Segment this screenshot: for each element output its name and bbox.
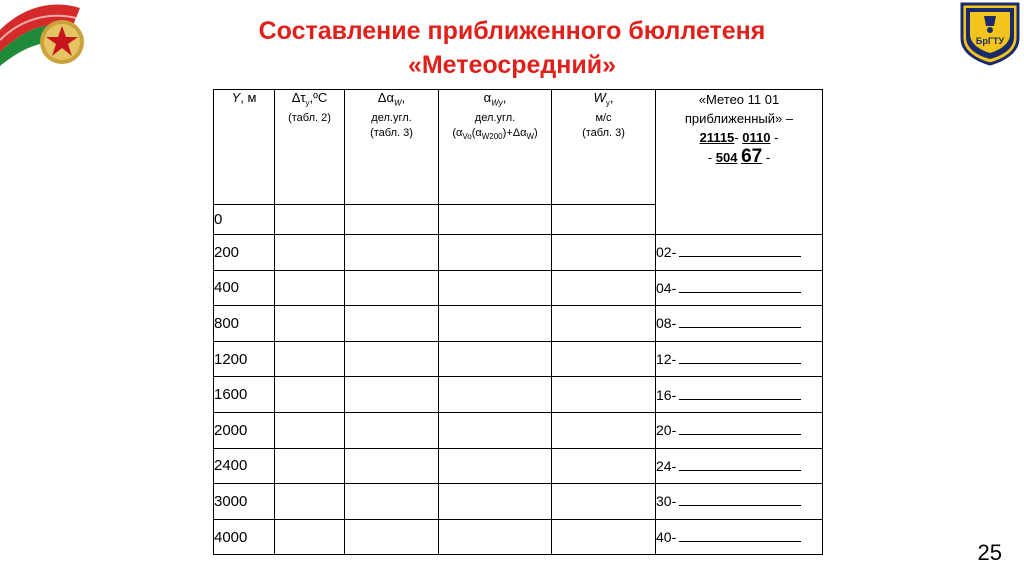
input-cell[interactable] — [439, 235, 552, 271]
meteo-code-cell[interactable] — [656, 235, 823, 271]
input-cell[interactable] — [275, 235, 345, 271]
altitude-cell: 800 — [214, 306, 275, 342]
meteo-code-cell[interactable] — [656, 270, 823, 306]
page-number: 25 — [977, 540, 1002, 565]
fill-in-blank[interactable] — [679, 244, 801, 257]
fill-in-blank[interactable] — [679, 387, 801, 400]
fill-in-blank[interactable] — [679, 493, 801, 506]
table-row — [214, 519, 823, 555]
meteo-code-cell[interactable] — [656, 341, 823, 377]
input-cell[interactable] — [275, 205, 345, 235]
input-cell[interactable] — [439, 412, 552, 448]
input-cell[interactable] — [345, 205, 439, 235]
meteo-code-cell[interactable] — [656, 484, 823, 520]
input-cell[interactable] — [275, 341, 345, 377]
input-cell[interactable] — [345, 484, 439, 520]
input-cell[interactable] — [439, 306, 552, 342]
input-cell[interactable] — [552, 306, 656, 342]
input-cell[interactable] — [275, 306, 345, 342]
slide-title — [0, 14, 1024, 82]
title-line-1: Составление приближенного бюллетеня — [258, 17, 766, 45]
logo-main-text: БрГТУ — [975, 36, 1005, 46]
fill-in-blank[interactable] — [679, 315, 801, 328]
header-altitude: Y, м — [214, 90, 275, 205]
table-row — [214, 448, 823, 484]
header-row — [214, 90, 823, 205]
meteo-code-label: 08- — [656, 315, 677, 332]
input-cell[interactable] — [439, 448, 552, 484]
input-cell[interactable] — [552, 412, 656, 448]
altitude-cell: 1600 — [214, 377, 275, 413]
altitude-cell: 4000 — [214, 519, 275, 555]
input-cell[interactable] — [552, 235, 656, 271]
input-cell[interactable] — [439, 341, 552, 377]
input-cell[interactable] — [439, 377, 552, 413]
input-cell[interactable] — [439, 270, 552, 306]
altitude-cell: 0 — [214, 205, 275, 235]
table-row — [214, 484, 823, 520]
header-wind-direction-correction: $\Delta\alpha_W$, дел.угл. (табл. 3) — [345, 90, 439, 205]
input-cell[interactable] — [345, 270, 439, 306]
fill-in-blank[interactable] — [679, 351, 801, 364]
meteo-code-cell[interactable] — [656, 448, 823, 484]
meteo-code-label: 20- — [656, 422, 677, 439]
bulletin-table — [213, 89, 823, 555]
input-cell[interactable] — [552, 484, 656, 520]
altitude-cell: 2400 — [214, 448, 275, 484]
fill-in-blank[interactable] — [679, 422, 801, 435]
input-cell[interactable] — [275, 412, 345, 448]
meteo-code-label: 12- — [656, 351, 677, 368]
table-row — [214, 235, 823, 271]
meteo-code-cell[interactable] — [656, 377, 823, 413]
input-cell[interactable] — [552, 377, 656, 413]
input-cell[interactable] — [345, 448, 439, 484]
input-cell[interactable] — [552, 519, 656, 555]
header-temperature-deviation: $\Delta\tau_у,ºС$ (табл. 2) — [275, 90, 345, 205]
input-cell[interactable] — [275, 519, 345, 555]
meteo-code-cell[interactable] — [656, 519, 823, 555]
header-wind-speed: $W_у$, м/с (табл. 3) — [552, 90, 656, 205]
altitude-cell: 400 — [214, 270, 275, 306]
table-row — [214, 341, 823, 377]
input-cell[interactable] — [439, 484, 552, 520]
input-cell[interactable] — [439, 205, 552, 235]
header-wind-direction: $\alpha_{Wу}$, дел.угл. $(\alpha_{Vo}(\alpha_{W200})+\Delta\alpha_W)$ — [439, 90, 552, 205]
input-cell[interactable] — [345, 235, 439, 271]
input-cell[interactable] — [345, 519, 439, 555]
input-cell[interactable] — [275, 377, 345, 413]
meteo-code-label: 30- — [656, 493, 677, 510]
meteo-code-label: 04- — [656, 279, 677, 296]
meteo-code-label: 24- — [656, 457, 677, 474]
altitude-cell: 1200 — [214, 341, 275, 377]
input-cell[interactable] — [345, 341, 439, 377]
header-meteo-message: «Метео 11 01 приближенный» – 21115- 0110 - - 504 67 - — [656, 90, 823, 235]
table-row — [214, 412, 823, 448]
title-line-2: «Метеосредний» — [407, 51, 617, 79]
table-row — [214, 270, 823, 306]
meteo-code-label: 40- — [656, 529, 677, 546]
altitude-cell: 3000 — [214, 484, 275, 520]
input-cell[interactable] — [275, 448, 345, 484]
meteo-code-cell[interactable] — [656, 306, 823, 342]
input-cell[interactable] — [345, 306, 439, 342]
fill-in-blank[interactable] — [679, 529, 801, 542]
input-cell[interactable] — [552, 341, 656, 377]
table-row — [214, 306, 823, 342]
input-cell[interactable] — [439, 519, 552, 555]
altitude-cell: 2000 — [214, 412, 275, 448]
fill-in-blank[interactable] — [679, 458, 801, 471]
meteo-code-cell[interactable] — [656, 412, 823, 448]
input-cell[interactable] — [275, 484, 345, 520]
input-cell[interactable] — [552, 270, 656, 306]
input-cell[interactable] — [345, 412, 439, 448]
fill-in-blank[interactable] — [679, 280, 801, 293]
altitude-cell: 200 — [214, 235, 275, 271]
input-cell[interactable] — [552, 205, 656, 235]
meteo-code-label: 16- — [656, 386, 677, 403]
table-row — [214, 377, 823, 413]
meteo-code-label: 02- — [656, 244, 677, 261]
input-cell[interactable] — [552, 448, 656, 484]
input-cell[interactable] — [275, 270, 345, 306]
input-cell[interactable] — [345, 377, 439, 413]
